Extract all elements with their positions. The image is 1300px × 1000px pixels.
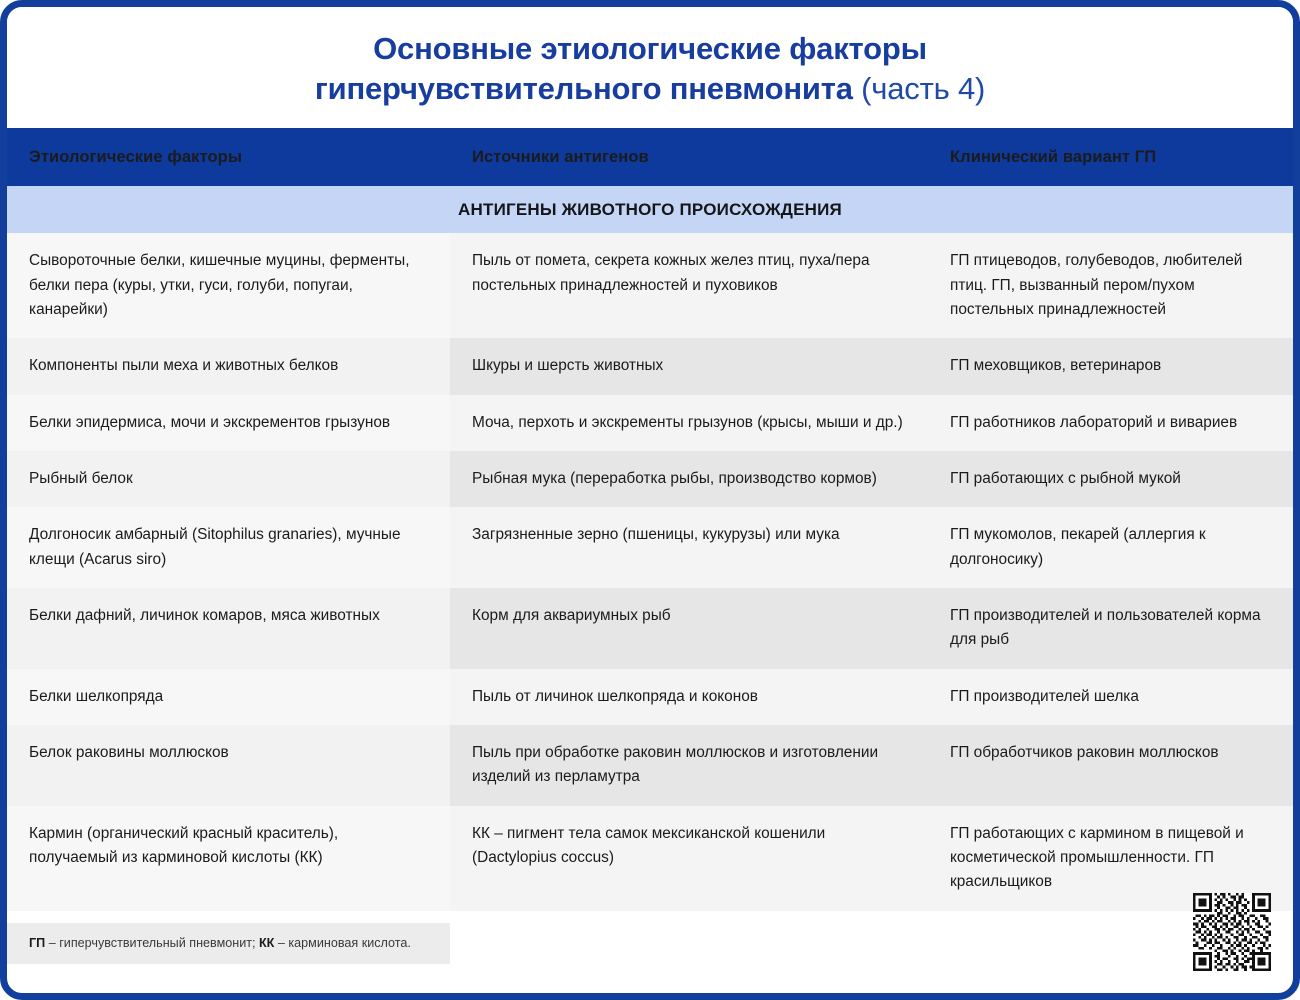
cell-factor: Долгоносик амбарный (Sitophilus granaries), мучные клещи (Acarus siro) (7, 507, 450, 588)
cell-factor: Белки эпидермиса, мочи и экскрементов грызунов (7, 395, 450, 451)
footnote-area (7, 911, 1293, 965)
cell-source: КК – пигмент тела самок мексиканской кошенили (Dactylopius coccus) (450, 806, 928, 911)
cell-variant: ГП работающих с кармином в пищевой и косметической промышленности. ГП красильщиков (928, 806, 1293, 911)
cell-factor: Белки дафний, личинок комаров, мяса животных (7, 588, 450, 669)
cell-factor: Кармин (органический красный краситель), получаемый из карминовой кислоты (КК) (7, 806, 450, 911)
cell-variant: ГП производителей и пользователей корма для рыб (928, 588, 1293, 669)
table-row (7, 725, 1293, 806)
cell-source: Корм для аквариумных рыб (450, 588, 928, 669)
cell-source: Шкуры и шерсть животных (450, 338, 928, 394)
qr-code-graphic (1193, 893, 1271, 971)
table-row (7, 338, 1293, 394)
section-banner: АНТИГЕНЫ ЖИВОТНОГО ПРОИСХОЖДЕНИЯ (7, 186, 1293, 233)
cell-variant: ГП мукомолов, пекарей (аллергия к долгоносику) (928, 507, 1293, 588)
cell-factor: Белки шелкопряда (7, 669, 450, 725)
cell-factor: Рыбный белок (7, 451, 450, 507)
table-row (7, 451, 1293, 507)
table-column-header (7, 128, 1293, 186)
qr-code-icon[interactable] (1193, 893, 1271, 971)
abbreviation-note (7, 923, 450, 965)
page-title (7, 7, 1293, 128)
cell-source: Моча, перхоть и экскременты грызунов (крысы, мыши и др.) (450, 395, 928, 451)
table-row (7, 669, 1293, 725)
cell-factor: Сывороточные белки, кишечные муцины, ферменты, белки пера (куры, утки, гуси, голуби, попугаи, канарейки) (7, 233, 450, 338)
cell-source: Загрязненные зерно (пшеницы, кукурузы) или мука (450, 507, 928, 588)
table-row (7, 806, 1293, 911)
cell-variant: ГП меховщиков, ветеринаров (928, 338, 1293, 394)
title-main-text: гиперчувствительного пневмонита (314, 70, 853, 106)
cell-factor: Белок раковины моллюсков (7, 725, 450, 806)
abbr-ca-text: – карминовая кислота. (274, 935, 411, 950)
table-body (7, 233, 1293, 910)
title-part-label: (часть 4) (852, 70, 986, 106)
abbr-ca: КК (259, 935, 275, 950)
cell-variant: ГП работников лабораторий и вивариев (928, 395, 1293, 451)
cell-variant: ГП производителей шелка (928, 669, 1293, 725)
cell-variant: ГП работающих с рыбной мукой (928, 451, 1293, 507)
table-row (7, 233, 1293, 338)
table-row (7, 588, 1293, 669)
cell-source: Рыбная мука (переработка рыбы, производство кормов) (450, 451, 928, 507)
abbr-hp: ГП (29, 935, 46, 950)
cell-source: Пыль при обработке раковин моллюсков и изготовлении изделий из перламутра (450, 725, 928, 806)
table-row (7, 507, 1293, 588)
column-header-sources: Источники антигенов (472, 148, 649, 167)
cell-source: Пыль от помета, секрета кожных желез птиц, пуха/пера постельных принадлежностей и пуховиков (450, 233, 928, 338)
column-header-variant: Клинический вариант ГП (950, 148, 1157, 167)
title-line-2 (67, 69, 1233, 109)
table-row (7, 395, 1293, 451)
title-line-1: Основные этиологические факторы (373, 31, 927, 66)
cell-factor: Компоненты пыли меха и животных белков (7, 338, 450, 394)
column-header-factors: Этиологические факторы (29, 148, 243, 167)
cell-variant: ГП обработчиков раковин моллюсков (928, 725, 1293, 806)
cell-source: Пыль от личинок шелкопряда и коконов (450, 669, 928, 725)
cell-variant: ГП птицеводов, голубеводов, любителей птиц. ГП, вызванный пером/пухом постельных принадлежностей (928, 233, 1293, 338)
abbr-hp-text: – гиперчувствительный пневмонит; (45, 935, 259, 950)
